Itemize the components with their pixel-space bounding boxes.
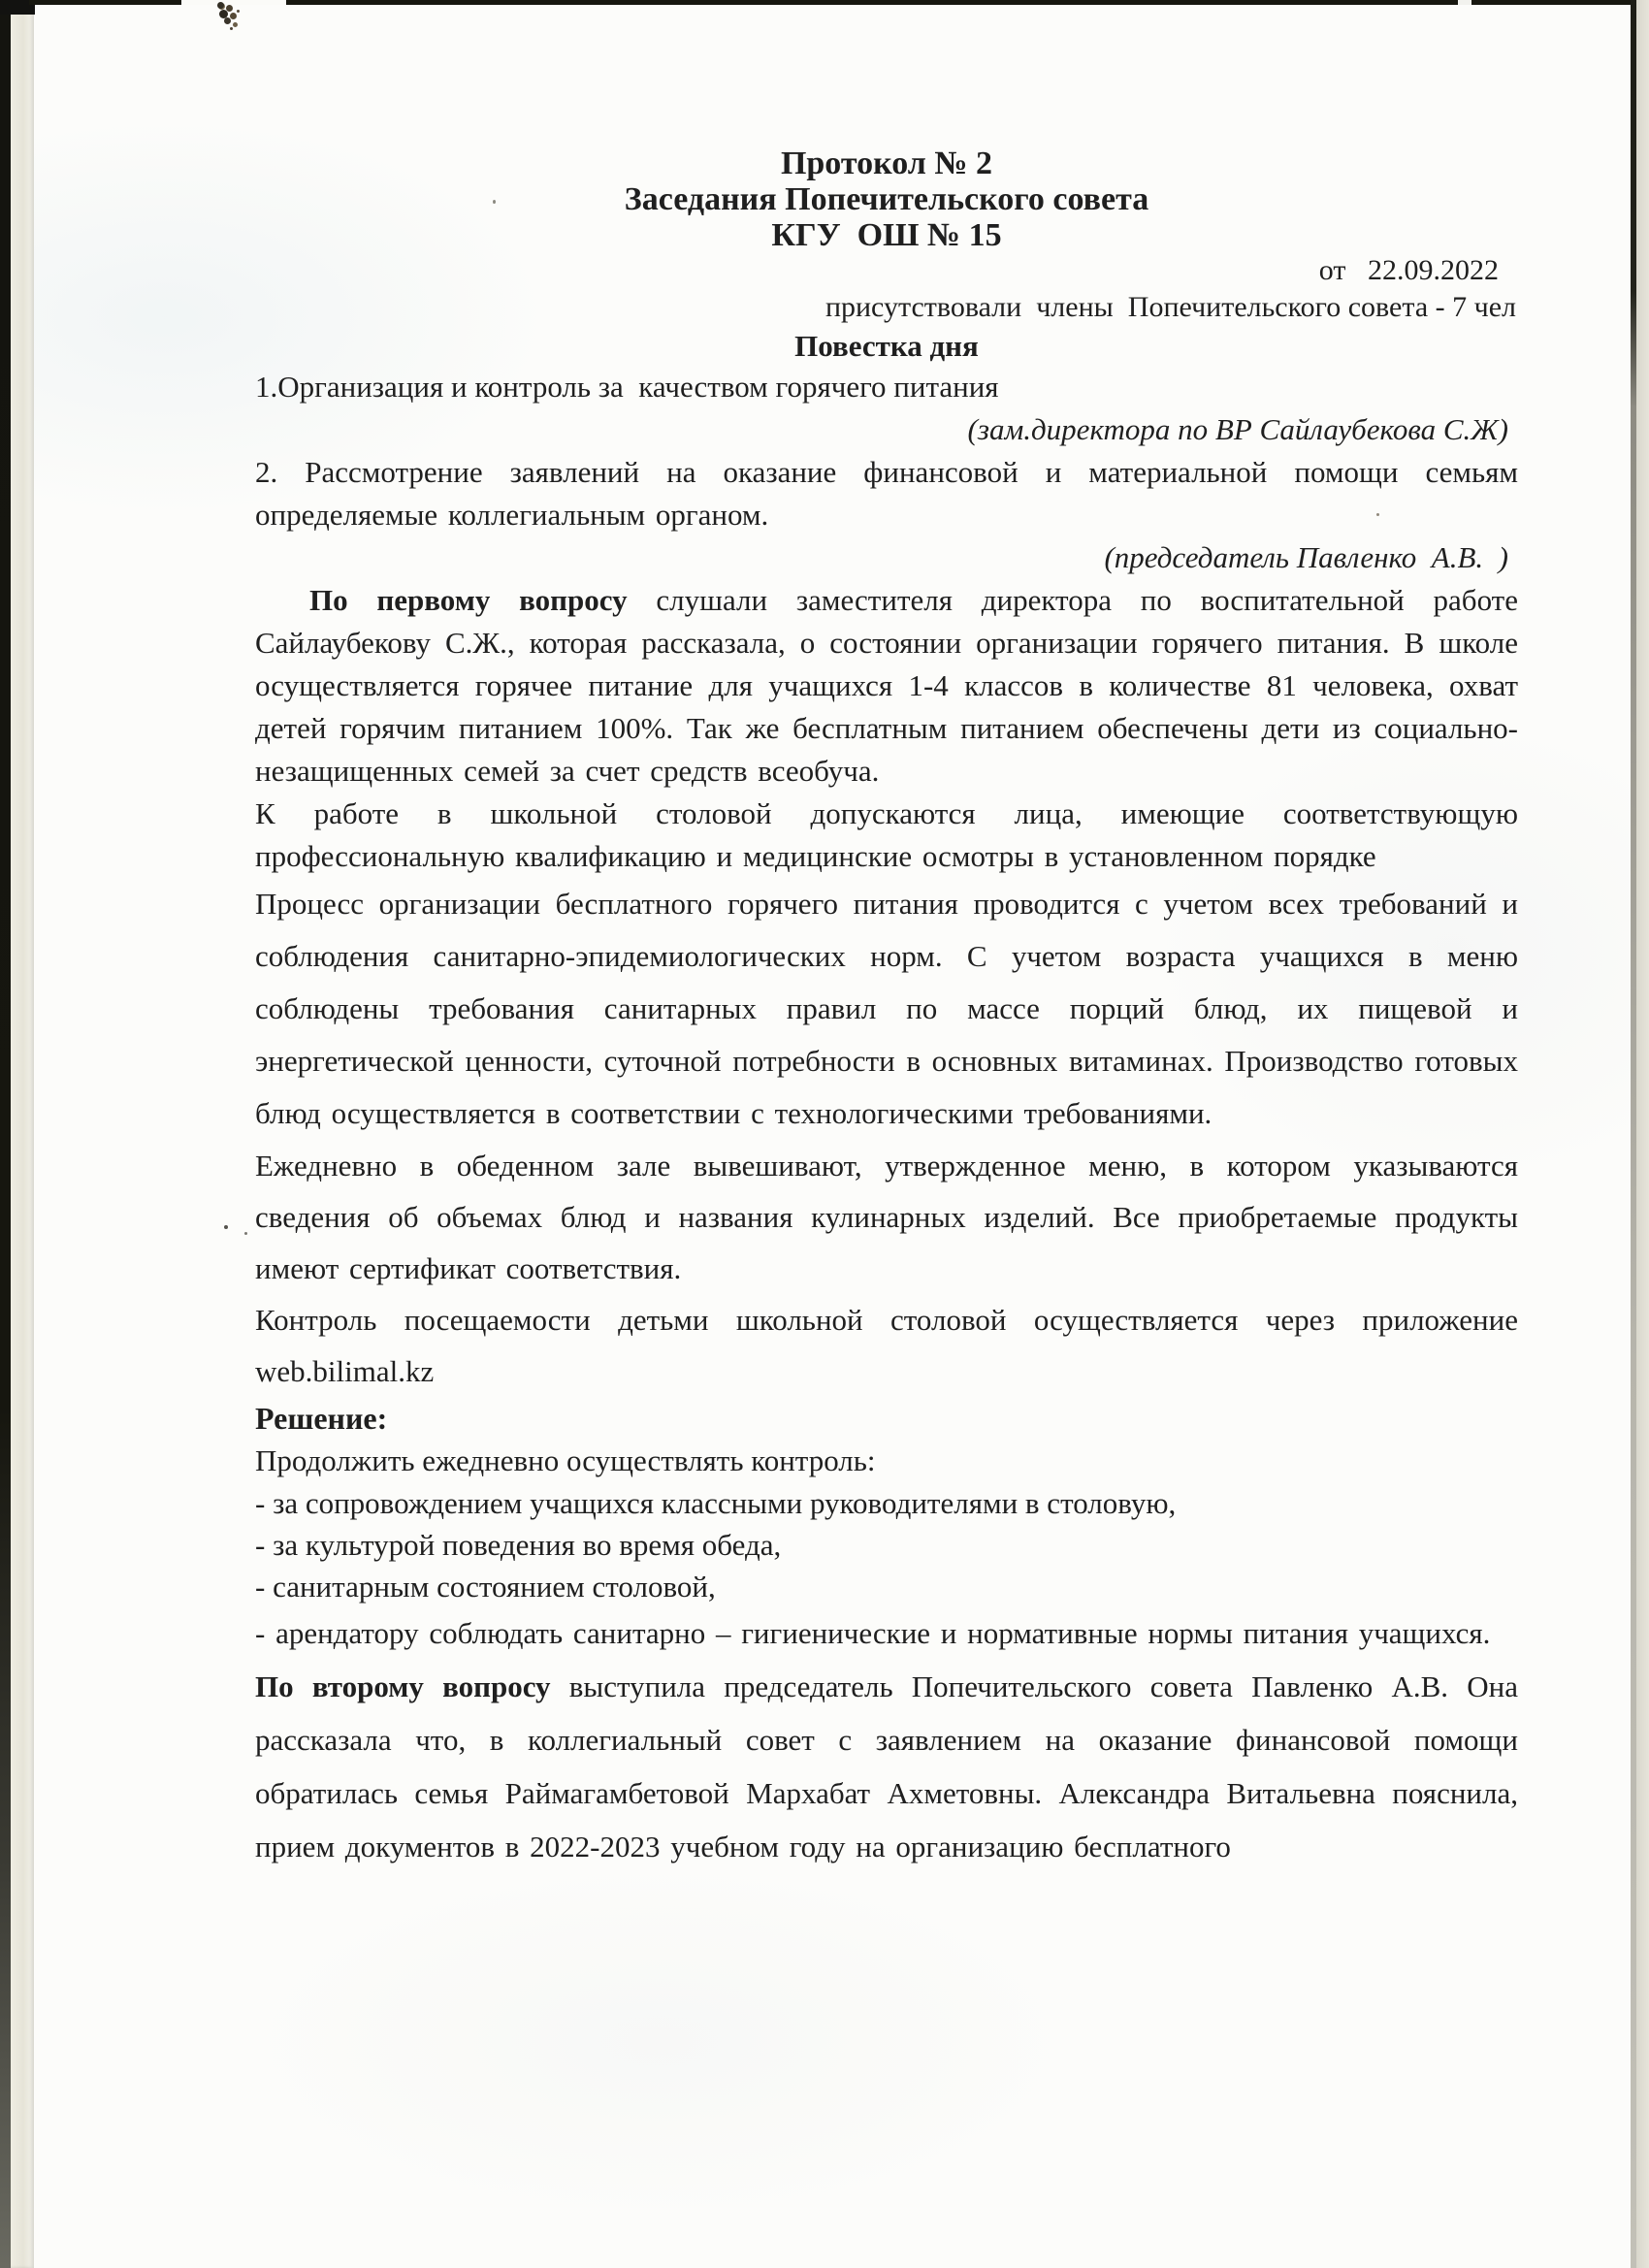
protocol-date: от 22.09.2022 [1318, 254, 1499, 286]
agenda-item-1-attribution: (зам.директора по ВР Сайлаубекова С.Ж) [967, 412, 1508, 446]
staff-paragraph: К работе в школьной столовой допускаются лица, имеющие соответствующую профессиональную квалификацию и медицинские осмотры в установленном порядке [255, 796, 1518, 873]
scan-speck [244, 1232, 247, 1235]
agenda-heading: Повестка дня [794, 329, 979, 363]
process-paragraph: Процесс организации бесплатного горячего питания проводится с учетом всех требований и соблюдения санитарно-эпидемиологических норм. С учетом возраста учащихся в меню соблюдены требования санитарных правил по массе порций блюд, их пищевой и энергетической ценности, суточной потребности в основных витаминах. Производство готовых блюд осуществляется в соответствии с технологическими требованиями. [255, 887, 1518, 1130]
scan-edge-left-black-band [0, 0, 11, 2268]
menu-paragraph: Ежедневно в обеденном зале вывешивают, утвержденное меню, в котором указываются сведения об объемах блюд и названия кулинарных изделий. Все приобретаемые продукты имеют сертификат соответствия. [255, 1149, 1518, 1285]
decision-item-2: - за культурой поведения во время обеда, [255, 1528, 782, 1562]
decision-item-4: - арендатору соблюдать санитарно – гигиенические и нормативные нормы питания учащихся. [255, 1616, 1491, 1650]
scan-edge-left-paper-strip [11, 0, 34, 2268]
question1-paragraph [255, 579, 1518, 793]
question2-paragraph [255, 1660, 1518, 1873]
decision-heading: Решение: [255, 1401, 388, 1436]
scan-edge-right-strip [1636, 0, 1649, 2268]
question1-lead: По первому вопросу [309, 583, 628, 617]
document-title-line-1: Протокол № 2 [780, 146, 993, 181]
ink-blot [217, 2, 224, 9]
decision-item-3: - санитарным состоянием столовой, [255, 1570, 716, 1604]
question2-text: выступила председатель Попечительского совета Павленко А.В. Она рассказала что, в коллегиальный совет с заявлением на оказание финансовой помощи обратилась семья Раймагамбетовой Мархабат Ахметовны. Александра Витальевна пояснила, прием документов в 2022-2023 учебном году на организацию бесплатного [255, 1669, 1518, 1863]
scan-speck [224, 1225, 228, 1229]
attendees-line: присутствовали члены Попечительского совета - 7 чел [824, 291, 1516, 323]
question2-lead: По второму вопросу [255, 1669, 551, 1703]
question1-text: слушали заместителя директора по воспитательной работе Сайлаубекову С.Ж., которая рассказала, о состоянии организации горячего питания. В школе осуществляется горячее питание для учащихся 1-4 классов в количестве 81 человека, охват детей горячим питанием 100%. Так же бесплатным питанием обеспечены дети из социально-незащищенных семей за счет средств всеобуча. [255, 583, 1518, 788]
attendance-control-paragraph: Контроль посещаемости детьми школьной столовой осуществляется через приложение web.bilimal.kz [255, 1303, 1518, 1388]
document-title-line-3: КГУ ОШ № 15 [771, 217, 1002, 253]
document-title-line-2: Заседания Попечительского совета [624, 181, 1149, 217]
agenda-item-1: 1.Организация и контроль за качеством горячего питания [255, 370, 999, 404]
document-body [255, 0, 1518, 1873]
decision-intro: Продолжить ежедневно осуществлять контроль: [255, 1443, 876, 1477]
decision-item-1: - за сопровождением учащихся классными руководителями в столовую, [255, 1486, 1177, 1520]
agenda-item-2-attribution: (председатель Павленко А.В. ) [1104, 540, 1508, 574]
agenda-item-2: 2. Рассмотрение заявлений на оказание финансовой и материальной помощи семьям определяемые коллегиальным органом. [255, 455, 1518, 532]
